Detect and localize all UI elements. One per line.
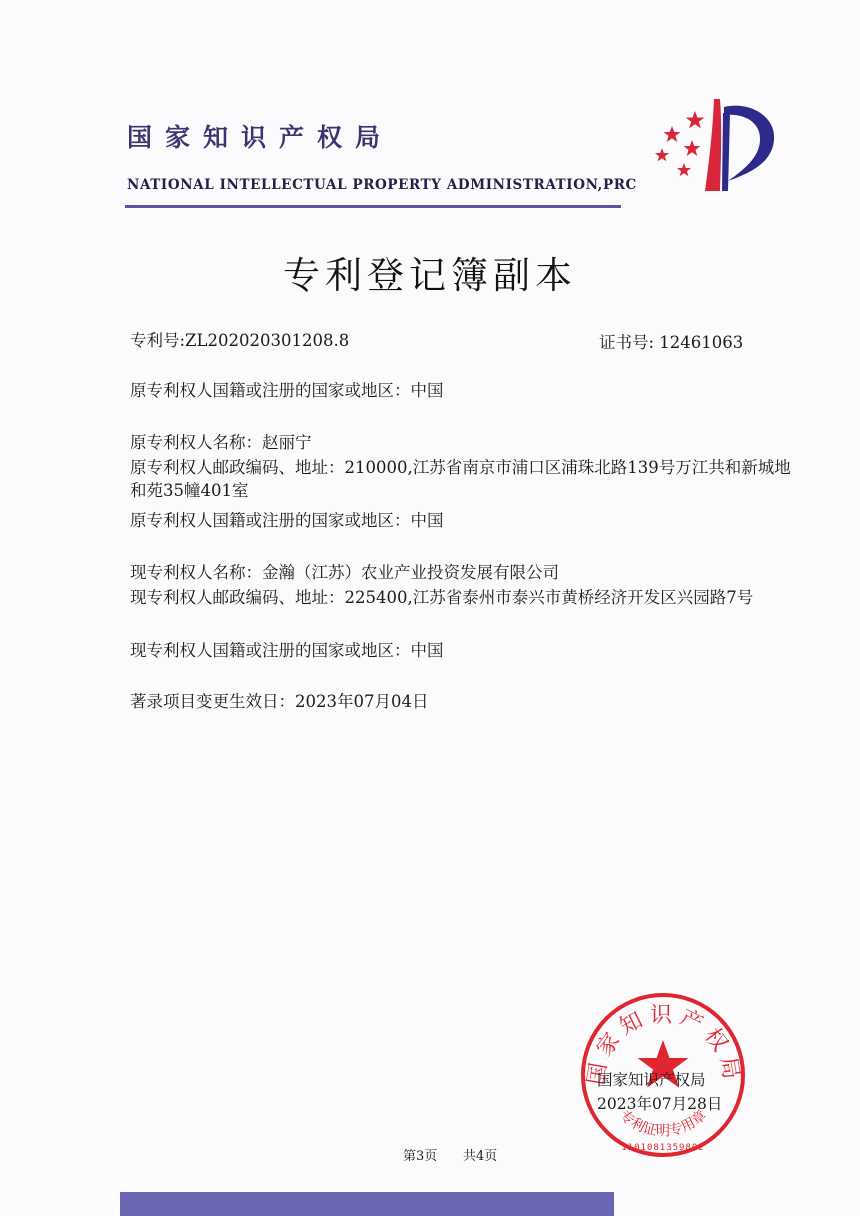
page-total: 共4页 <box>463 1149 498 1164</box>
logo-star-1 <box>686 111 704 128</box>
cnipa-logo-icon <box>650 95 780 195</box>
page-number: 第3页 <box>403 1149 438 1164</box>
new-holder-nationality: 现专利权人国籍或注册的国家或地区：中国 <box>130 641 444 660</box>
seal-bottom-text: 专利证明专用章 <box>616 1107 710 1140</box>
org-name-cn: 国家知识产权局 <box>127 123 394 152</box>
certificate-number: 证书号: 12461063 <box>599 333 744 352</box>
new-holder-address: 现专利权人邮政编码、地址：225400,江苏省泰州市泰兴市黄桥经济开发区兴园路7号 <box>130 588 754 607</box>
footer-bar <box>120 1192 614 1216</box>
issue-date: 2023年07月28日 <box>597 1095 723 1113</box>
logo-star-3 <box>684 140 701 156</box>
logo-red-stroke <box>705 99 721 191</box>
orig-holder-name: 原专利权人名称：赵丽宁 <box>130 433 312 452</box>
header-divider <box>125 205 621 208</box>
orig-holder-address: 原专利权人邮政编码、地址：210000,江苏省南京市浦口区浦珠北路139号万江共和新城地和苑35幢401室 <box>130 458 791 500</box>
document-title: 专利登记簿副本 <box>283 254 577 297</box>
patent-number: 专利号:ZL202020301208.8 <box>130 331 350 350</box>
logo-star-2 <box>664 126 681 142</box>
logo-star-5 <box>677 163 691 176</box>
seal-ring-text: 国家知识产权局 <box>583 1003 745 1087</box>
issuer-name: 国家知识产权局 <box>597 1071 706 1089</box>
seal-serial: 1101081359802 <box>621 1143 705 1153</box>
org-name-en: NATIONAL INTELLECTUAL PROPERTY ADMINISTRATION,PRC <box>127 177 637 193</box>
logo-blue-arc <box>724 106 774 181</box>
logo-star-4 <box>655 148 669 161</box>
orig-holder-nationality-2: 原专利权人国籍或注册的国家或地区：中国 <box>130 511 444 530</box>
new-holder-name: 现专利权人名称：金瀚（江苏）农业产业投资发展有限公司 <box>130 563 559 582</box>
effective-date: 著录项目变更生效日：2023年07月04日 <box>130 692 429 711</box>
logo-blue-stem <box>722 113 730 191</box>
orig-holder-nationality: 原专利权人国籍或注册的国家或地区：中国 <box>130 381 444 400</box>
